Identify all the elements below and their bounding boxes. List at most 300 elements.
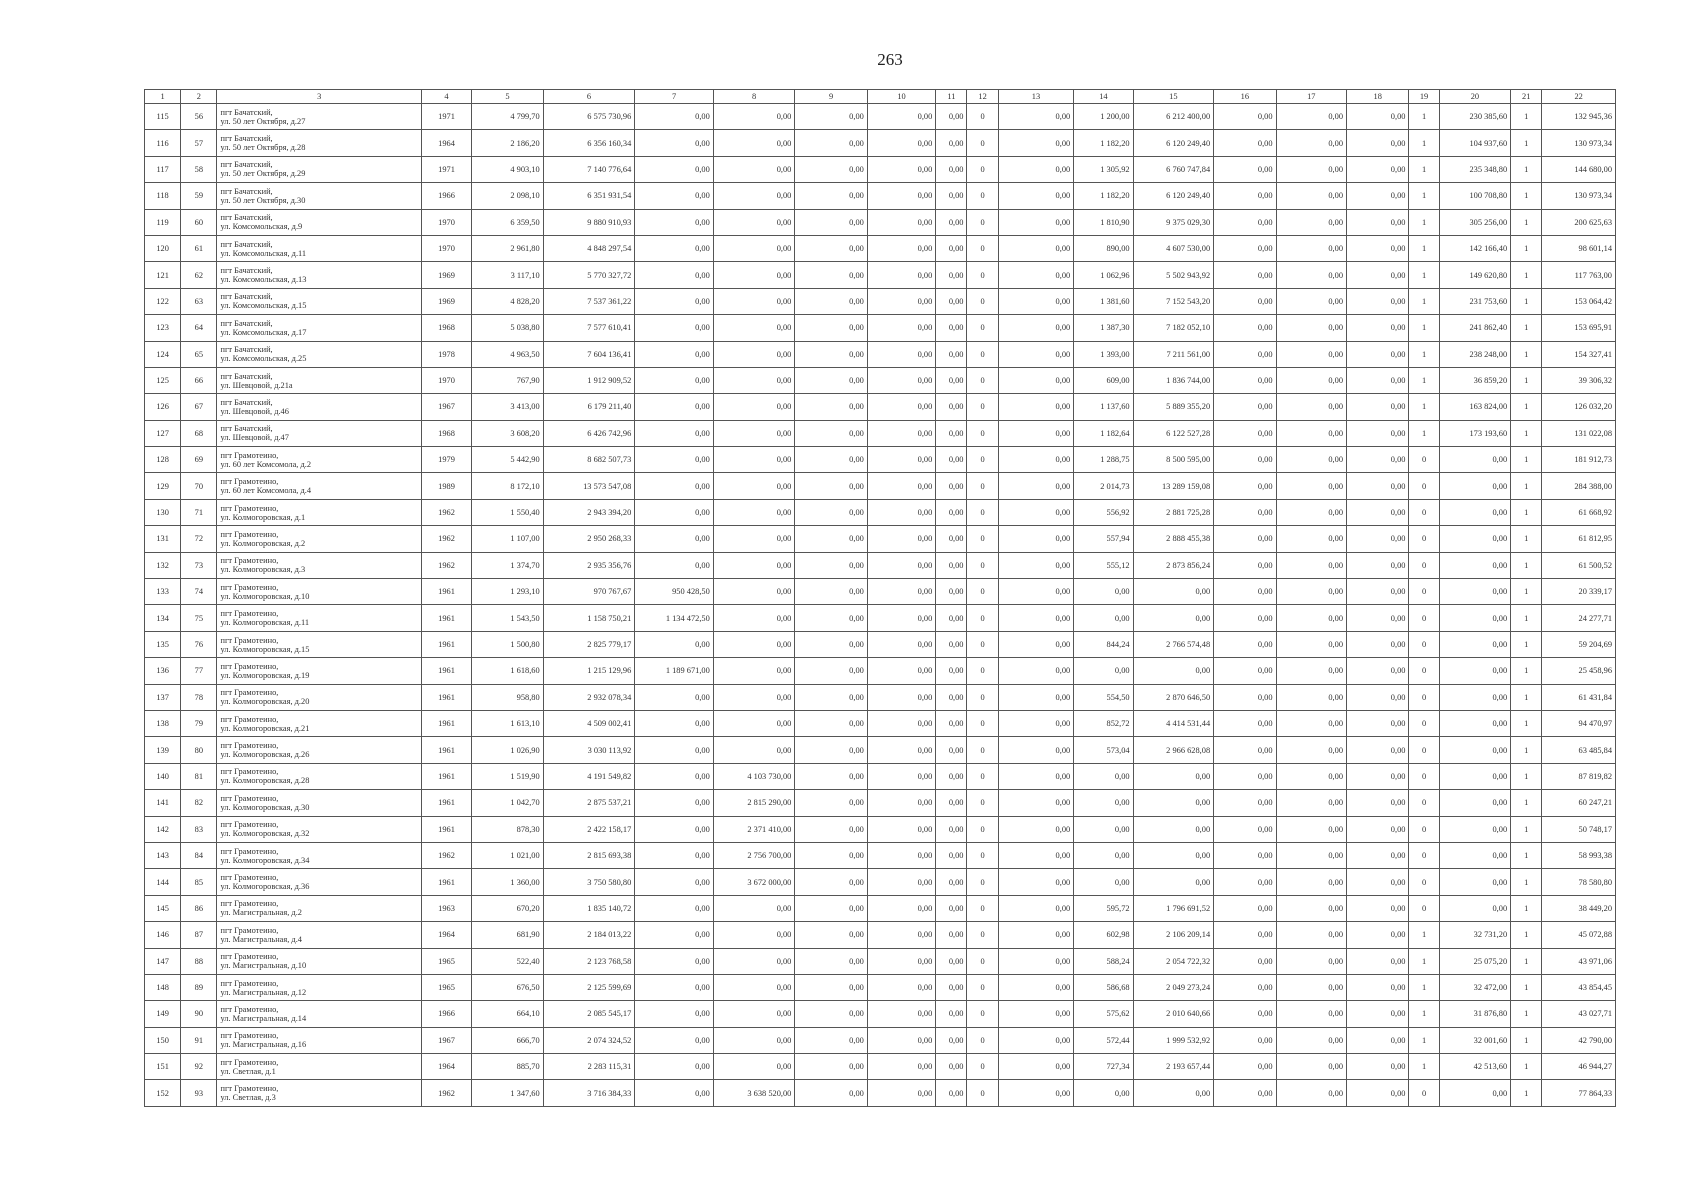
column-header-3: 3 [217,90,421,104]
cell-col-17: 0,00 [1276,869,1346,895]
cell-col-4: 1970 [421,235,471,261]
column-header-13: 13 [998,90,1074,104]
column-header-2: 2 [181,90,217,104]
table-row [145,816,1616,842]
cell-col-7: 0,00 [635,341,714,367]
cell-col-8: 3 638 520,00 [713,1080,795,1106]
column-header-10: 10 [867,90,935,104]
cell-col-22: 38 449,20 [1542,895,1616,921]
cell-address [217,209,421,235]
cell-row-number: 133 [145,579,181,605]
cell-col-12: 0 [967,156,998,182]
cell-col-18: 0,00 [1347,1001,1409,1027]
cell-col-20: 231 753,60 [1439,288,1510,314]
cell-col-22: 131 022,08 [1542,420,1616,446]
cell-col-22: 61 812,95 [1542,526,1616,552]
cell-col-16: 0,00 [1214,763,1276,789]
address-street: ул. 50 лет Октября, д.30 [220,195,306,205]
cell-item-number: 71 [181,499,217,525]
cell-col-12: 0 [967,763,998,789]
cell-col-7: 950 428,50 [635,579,714,605]
cell-col-16: 0,00 [1214,974,1276,1000]
cell-col-20: 142 166,40 [1439,235,1510,261]
cell-col-5: 3 608,20 [472,420,543,446]
cell-col-6: 2 123 768,58 [543,948,635,974]
cell-col-7: 0,00 [635,1001,714,1027]
cell-col-21: 1 [1511,235,1542,261]
cell-col-11: 0,00 [936,156,967,182]
table-row [145,605,1616,631]
cell-col-22: 126 032,20 [1542,394,1616,420]
cell-col-6: 2 825 779,17 [543,631,635,657]
address-settlement: пгт Грамотеино, [220,846,279,856]
cell-col-15: 1 796 691,52 [1133,895,1214,921]
table-row [145,104,1616,130]
cell-col-22: 39 306,32 [1542,367,1616,393]
cell-col-15: 8 500 595,00 [1133,447,1214,473]
cell-col-8: 0,00 [713,552,795,578]
cell-col-9: 0,00 [795,552,867,578]
cell-col-14: 575,62 [1074,1001,1133,1027]
address-settlement: пгт Грамотеино, [220,873,279,883]
cell-col-4: 1962 [421,842,471,868]
cell-col-21: 1 [1511,948,1542,974]
table-row [145,658,1616,684]
cell-col-9: 0,00 [795,1080,867,1106]
cell-item-number: 80 [181,737,217,763]
cell-col-19: 1 [1409,104,1439,130]
cell-col-22: 77 864,33 [1542,1080,1616,1106]
cell-col-11: 0,00 [936,1080,967,1106]
cell-col-11: 0,00 [936,895,967,921]
cell-col-18: 0,00 [1347,922,1409,948]
cell-col-8: 0,00 [713,235,795,261]
cell-col-13: 0,00 [998,473,1074,499]
cell-col-18: 0,00 [1347,869,1409,895]
cell-col-15: 7 182 052,10 [1133,315,1214,341]
cell-col-12: 0 [967,288,998,314]
cell-col-13: 0,00 [998,526,1074,552]
cell-col-22: 153 695,91 [1542,315,1616,341]
cell-col-14: 572,44 [1074,1027,1133,1053]
cell-row-number: 122 [145,288,181,314]
cell-col-21: 1 [1511,684,1542,710]
cell-col-7: 0,00 [635,288,714,314]
cell-col-5: 2 186,20 [472,130,543,156]
cell-col-9: 0,00 [795,473,867,499]
cell-item-number: 83 [181,816,217,842]
cell-col-4: 1961 [421,869,471,895]
cell-col-10: 0,00 [867,658,935,684]
cell-col-19: 0 [1409,710,1439,736]
cell-col-18: 0,00 [1347,974,1409,1000]
cell-row-number: 146 [145,922,181,948]
cell-col-7: 0,00 [635,104,714,130]
cell-col-14: 0,00 [1074,579,1133,605]
column-header-22: 22 [1542,90,1616,104]
cell-col-6: 1 912 909,52 [543,367,635,393]
table-body [145,104,1616,1107]
cell-item-number: 65 [181,341,217,367]
cell-col-21: 1 [1511,579,1542,605]
cell-address [217,1027,421,1053]
cell-col-12: 0 [967,499,998,525]
address-settlement: пгт Грамотеино, [220,1057,279,1067]
cell-col-17: 0,00 [1276,1001,1346,1027]
cell-col-6: 1 158 750,21 [543,605,635,631]
cell-col-20: 0,00 [1439,447,1510,473]
address-settlement: пгт Бачатский, [220,345,273,355]
cell-col-20: 31 876,80 [1439,1001,1510,1027]
cell-col-4: 1961 [421,816,471,842]
cell-item-number: 67 [181,394,217,420]
cell-col-4: 1969 [421,262,471,288]
cell-col-5: 1 618,60 [472,658,543,684]
cell-col-11: 0,00 [936,104,967,130]
cell-col-4: 1961 [421,658,471,684]
cell-col-16: 0,00 [1214,235,1276,261]
cell-col-21: 1 [1511,1080,1542,1106]
cell-col-16: 0,00 [1214,104,1276,130]
cell-col-12: 0 [967,816,998,842]
cell-col-21: 1 [1511,790,1542,816]
cell-col-18: 0,00 [1347,288,1409,314]
cell-col-15: 4 414 531,44 [1133,710,1214,736]
address-street: ул. Колмогоровская, д.30 [220,802,310,812]
page-number: 263 [877,50,903,69]
cell-row-number: 144 [145,869,181,895]
cell-col-20: 0,00 [1439,737,1510,763]
cell-col-19: 0 [1409,842,1439,868]
cell-col-17: 0,00 [1276,710,1346,736]
cell-col-6: 5 770 327,72 [543,262,635,288]
cell-col-8: 0,00 [713,130,795,156]
cell-col-11: 0,00 [936,948,967,974]
cell-item-number: 73 [181,552,217,578]
cell-col-17: 0,00 [1276,499,1346,525]
cell-col-5: 767,90 [472,367,543,393]
cell-col-16: 0,00 [1214,631,1276,657]
cell-col-13: 0,00 [998,658,1074,684]
address-street: ул. Колмогоровская, д.21 [220,723,310,733]
cell-col-5: 1 042,70 [472,790,543,816]
cell-col-18: 0,00 [1347,658,1409,684]
cell-col-21: 1 [1511,526,1542,552]
cell-col-21: 1 [1511,552,1542,578]
cell-address [217,1054,421,1080]
cell-col-17: 0,00 [1276,631,1346,657]
cell-col-12: 0 [967,842,998,868]
cell-col-7: 0,00 [635,737,714,763]
address-street: ул. 50 лет Октября, д.29 [220,169,306,179]
column-header-18: 18 [1347,90,1409,104]
cell-col-14: 1 137,60 [1074,394,1133,420]
cell-col-9: 0,00 [795,869,867,895]
table-row [145,1054,1616,1080]
cell-col-16: 0,00 [1214,922,1276,948]
cell-col-15: 6 212 400,00 [1133,104,1214,130]
address-settlement: пгт Бачатский, [220,424,273,434]
cell-col-7: 0,00 [635,526,714,552]
cell-col-9: 0,00 [795,658,867,684]
cell-col-4: 1989 [421,473,471,499]
cell-col-13: 0,00 [998,922,1074,948]
cell-col-18: 0,00 [1347,763,1409,789]
cell-col-10: 0,00 [867,447,935,473]
cell-col-4: 1964 [421,1054,471,1080]
cell-col-10: 0,00 [867,605,935,631]
cell-col-16: 0,00 [1214,579,1276,605]
cell-col-14: 573,04 [1074,737,1133,763]
cell-col-21: 1 [1511,209,1542,235]
cell-row-number: 117 [145,156,181,182]
column-header-15: 15 [1133,90,1214,104]
cell-col-8: 0,00 [713,156,795,182]
cell-col-6: 1 835 140,72 [543,895,635,921]
column-header-9: 9 [795,90,867,104]
address-street: ул. Магистральная, д.14 [220,1013,307,1023]
cell-col-10: 0,00 [867,922,935,948]
cell-col-21: 1 [1511,658,1542,684]
cell-col-14: 0,00 [1074,790,1133,816]
cell-col-8: 0,00 [713,209,795,235]
column-header-12: 12 [967,90,998,104]
cell-col-12: 0 [967,631,998,657]
cell-col-20: 100 708,80 [1439,183,1510,209]
address-settlement: пгт Бачатский, [220,239,273,249]
cell-address [217,1080,421,1106]
cell-col-7: 0,00 [635,473,714,499]
cell-col-14: 1 182,20 [1074,130,1133,156]
cell-col-14: 556,92 [1074,499,1133,525]
cell-col-20: 0,00 [1439,526,1510,552]
cell-col-13: 0,00 [998,130,1074,156]
cell-row-number: 149 [145,1001,181,1027]
cell-col-22: 284 388,00 [1542,473,1616,499]
cell-col-16: 0,00 [1214,684,1276,710]
table-row [145,763,1616,789]
cell-col-17: 0,00 [1276,473,1346,499]
cell-col-8: 0,00 [713,895,795,921]
cell-col-10: 0,00 [867,974,935,1000]
address-street: ул. Магистральная, д.10 [220,961,307,971]
housing-table [144,89,1616,1107]
cell-col-9: 0,00 [795,156,867,182]
cell-col-10: 0,00 [867,473,935,499]
cell-col-5: 1 021,00 [472,842,543,868]
cell-item-number: 88 [181,948,217,974]
cell-item-number: 56 [181,104,217,130]
cell-col-20: 0,00 [1439,816,1510,842]
cell-col-15: 0,00 [1133,1080,1214,1106]
cell-col-7: 0,00 [635,763,714,789]
cell-col-11: 0,00 [936,315,967,341]
cell-col-9: 0,00 [795,288,867,314]
cell-item-number: 81 [181,763,217,789]
cell-col-7: 0,00 [635,447,714,473]
cell-col-17: 0,00 [1276,526,1346,552]
cell-col-19: 1 [1409,130,1439,156]
cell-col-15: 7 211 561,00 [1133,341,1214,367]
cell-col-22: 181 912,73 [1542,447,1616,473]
cell-col-4: 1962 [421,499,471,525]
cell-col-6: 13 573 547,08 [543,473,635,499]
cell-row-number: 120 [145,235,181,261]
cell-col-22: 154 327,41 [1542,341,1616,367]
cell-col-7: 0,00 [635,895,714,921]
cell-col-9: 0,00 [795,974,867,1000]
cell-col-14: 0,00 [1074,658,1133,684]
cell-col-17: 0,00 [1276,790,1346,816]
cell-col-7: 0,00 [635,842,714,868]
cell-col-8: 0,00 [713,341,795,367]
cell-col-9: 0,00 [795,367,867,393]
cell-col-19: 1 [1409,288,1439,314]
cell-col-20: 25 075,20 [1439,948,1510,974]
cell-col-11: 0,00 [936,869,967,895]
cell-col-11: 0,00 [936,288,967,314]
cell-col-6: 7 604 136,41 [543,341,635,367]
table-row [145,341,1616,367]
cell-col-5: 4 903,10 [472,156,543,182]
cell-col-9: 0,00 [795,262,867,288]
cell-col-5: 6 359,50 [472,209,543,235]
cell-col-11: 0,00 [936,367,967,393]
cell-col-12: 0 [967,394,998,420]
cell-col-20: 173 193,60 [1439,420,1510,446]
cell-col-21: 1 [1511,104,1542,130]
cell-item-number: 60 [181,209,217,235]
cell-col-9: 0,00 [795,420,867,446]
cell-col-4: 1966 [421,1001,471,1027]
cell-item-number: 69 [181,447,217,473]
cell-col-6: 2 085 545,17 [543,1001,635,1027]
cell-col-21: 1 [1511,869,1542,895]
cell-col-22: 132 945,36 [1542,104,1616,130]
cell-col-8: 0,00 [713,262,795,288]
cell-address [217,315,421,341]
cell-col-13: 0,00 [998,631,1074,657]
cell-col-5: 1 026,90 [472,737,543,763]
cell-col-18: 0,00 [1347,842,1409,868]
cell-col-14: 727,34 [1074,1054,1133,1080]
cell-col-6: 8 682 507,73 [543,447,635,473]
cell-col-6: 970 767,67 [543,579,635,605]
column-header-8: 8 [713,90,795,104]
cell-col-19: 0 [1409,790,1439,816]
cell-item-number: 68 [181,420,217,446]
table-row [145,842,1616,868]
cell-col-10: 0,00 [867,394,935,420]
cell-col-10: 0,00 [867,526,935,552]
cell-col-12: 0 [967,130,998,156]
cell-col-20: 0,00 [1439,631,1510,657]
cell-item-number: 64 [181,315,217,341]
cell-col-21: 1 [1511,420,1542,446]
cell-col-12: 0 [967,869,998,895]
cell-col-9: 0,00 [795,235,867,261]
cell-col-21: 1 [1511,710,1542,736]
cell-col-19: 0 [1409,631,1439,657]
cell-col-12: 0 [967,974,998,1000]
cell-col-5: 1 107,00 [472,526,543,552]
cell-address [217,658,421,684]
cell-col-13: 0,00 [998,1001,1074,1027]
cell-row-number: 130 [145,499,181,525]
column-header-14: 14 [1074,90,1133,104]
cell-col-22: 46 944,27 [1542,1054,1616,1080]
cell-col-7: 0,00 [635,156,714,182]
cell-col-5: 670,20 [472,895,543,921]
cell-address [217,631,421,657]
cell-col-5: 1 519,90 [472,763,543,789]
cell-col-5: 3 117,10 [472,262,543,288]
cell-address [217,710,421,736]
column-header-19: 19 [1409,90,1439,104]
cell-col-15: 0,00 [1133,579,1214,605]
cell-col-17: 0,00 [1276,552,1346,578]
cell-col-16: 0,00 [1214,1054,1276,1080]
table-row [145,499,1616,525]
cell-col-10: 0,00 [867,763,935,789]
cell-item-number: 76 [181,631,217,657]
cell-item-number: 91 [181,1027,217,1053]
cell-col-14: 0,00 [1074,816,1133,842]
cell-col-10: 0,00 [867,367,935,393]
cell-col-6: 2 943 394,20 [543,499,635,525]
cell-col-16: 0,00 [1214,895,1276,921]
cell-col-11: 0,00 [936,183,967,209]
cell-col-19: 0 [1409,816,1439,842]
cell-item-number: 85 [181,869,217,895]
cell-row-number: 135 [145,631,181,657]
cell-address [217,235,421,261]
address-settlement: пгт Грамотеино, [220,741,279,751]
cell-col-17: 0,00 [1276,235,1346,261]
cell-col-16: 0,00 [1214,288,1276,314]
table-row [145,526,1616,552]
table-row [145,579,1616,605]
cell-col-13: 0,00 [998,420,1074,446]
cell-col-8: 0,00 [713,288,795,314]
table-row [145,473,1616,499]
cell-col-19: 0 [1409,552,1439,578]
cell-col-18: 0,00 [1347,737,1409,763]
cell-col-22: 43 027,71 [1542,1001,1616,1027]
cell-col-17: 0,00 [1276,209,1346,235]
cell-col-15: 0,00 [1133,790,1214,816]
address-street: ул. Шевцовой, д.47 [220,433,289,443]
cell-row-number: 151 [145,1054,181,1080]
cell-col-14: 1 387,30 [1074,315,1133,341]
cell-col-8: 0,00 [713,183,795,209]
cell-col-16: 0,00 [1214,816,1276,842]
cell-col-18: 0,00 [1347,156,1409,182]
cell-col-17: 0,00 [1276,763,1346,789]
cell-col-13: 0,00 [998,394,1074,420]
address-settlement: пгт Грамотеино, [220,450,279,460]
cell-col-8: 0,00 [713,367,795,393]
cell-address [217,499,421,525]
cell-col-13: 0,00 [998,869,1074,895]
cell-col-5: 522,40 [472,948,543,974]
address-street: ул. 50 лет Октября, д.27 [220,116,306,126]
cell-row-number: 115 [145,104,181,130]
cell-row-number: 150 [145,1027,181,1053]
cell-col-16: 0,00 [1214,130,1276,156]
cell-col-15: 2 881 725,28 [1133,499,1214,525]
column-header-7: 7 [635,90,714,104]
